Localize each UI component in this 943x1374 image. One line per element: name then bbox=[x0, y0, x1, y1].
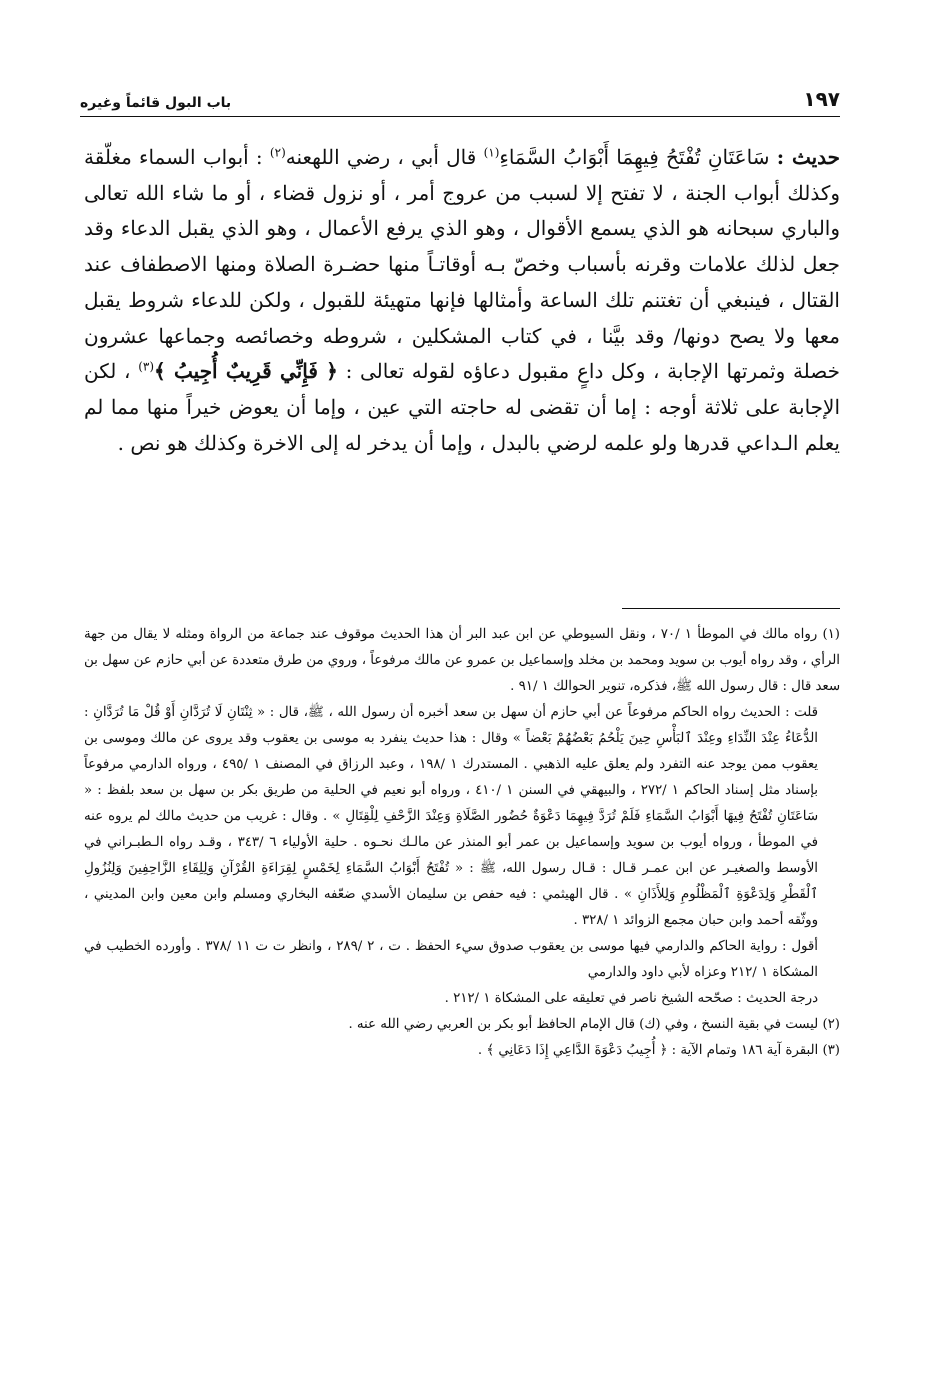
footnote-1-commentary: قلت : الحديث رواه الحاكم مرفوعاً عن أبي حازم أن سهل بن سعد أخبره أن رسول الله ، ﷺ، قال : « ثِنْتَانِ لَا تُرَدَّانِ أَوْ قُلْ مَا تُرَدَّانِ : الدُّعَاءُ عِنْدَ النِّدَاءِ وعِنْدَ ٱلبَأْسِ حِينَ يَلْحُمُ بَعْضُهُمْ بَعْضاً » وقال : هذا حديث ينفرد به موسى بن يعقوب وقد يروى عن مالك وموسى بن يعقوب ممن يوجد عنه التفرد ولم يعلق عليه الذهبي . المستدرك ١ /١٩٨ ، وعبد الرزاق في المصنف ١ /٤٩٥ ، ورواه الدارمي مرفوعاً بإسناد مثل إسناد الحاكم ١ /٢٧٢ ، والبيهقي في السنن ١ /٤١٠ ، ورواه أبو نعيم في الحلية من طريق بكر بن سهل بن سعد بلفظ : « سَاعَتَانِ تُفْتَحُ فِيهَا أَبْوَابُ السَّمَاءِ فَلَمْ تُرَدَّ فِيهِمَا دَعْوَةٌ حُضُور الصَّلَاةِ وَعِنْدَ الزَّحْفِ لِلْقِتَالِ » . وقال : غريب من حديث مالك لم يروه عنه في الموطأ ، ورواه أيوب بن سويد وإسماعيل بن عمر أبو المنذر عن مالـك نحـوه . حلية الأولياء ٦ /٣٤٣ ، وقـد رواه الـطبـراني في الأوسط والصغيـر عن ابن عمـر قـال : قـال رسول الله، ﷺ : « تُفْتَحُ أَبْوَابُ السَّمَاءِ لِخَمْسٍ لِقِرَاءَةِ القُرْآنِ وَلِلِقَاءِ الزَّاحِفِينَ وَلِنُزُولِ ٱلْقَطْرِ وَلِدَعْوَةِ ٱلْمَظْلُومِ وَلِلأَذَانِ » . قال الهيثمي : فيه حفص بن سليمان الأسدي ضعّفه البخاري ومسلم وابن معين وابن المديني ، ووثّقه أحمد وابن حبان مجمع الزوائد ١ /٣٢٨ . bbox=[84, 705, 818, 928]
running-header bbox=[80, 88, 840, 117]
text-segment-2: : أبواب السماء مغلّقة وكذلك أبواب الجنة ، لا تفتح إلا لسبب من عروج أمر ، أو نزول قضاء ، أو ما شاء الله تعالى والباري سبحانه هو الذي يسمع الأقوال ، وهو الذي يرفع الأعمال ، وهو الذي يقبل الدعاء وقد جعل لذلك علامات وقرنه بأسباب وخصّ بـه أوقاتـاً منها حضـرة الصلاة ومنها الاصطفاف عند القتال ، فينبغي أن تغتنم تلك الساعة وأمثالها فإنها متهيئة للقبول ، ولكن للدعاء شروط يقبل معها ولا يصح دونها/ وقد بيَّنا ، في كتاب المشكلين ، شروطه وخصائصه وجماعها عشرون خصلة وثمرتها الإجابة ، وكل داعٍ مقبول دعاؤه لقوله تعالى : bbox=[84, 145, 840, 384]
quran-verse: ﴿ فَإِنِّي قَرِيبٌ أُجِيبُ ﴾ bbox=[154, 359, 338, 384]
footnote-separator bbox=[622, 608, 840, 609]
footnote-3: (٣) البقرة آية ١٨٦ وتمام الآية : ﴿ أُجِيبُ دَعْوَةَ الدَّاعِي إِذَا دَعَانِي ﴾ . bbox=[477, 1043, 840, 1058]
hadith-label: حديث : bbox=[776, 145, 841, 169]
text-segment-3: ، لكن الإجابة على ثلاثة أوجه : إما أن تقضى له حاجته التي عين ، وإما أن يعوض خيراً منها مما لم يعلم الـداعي قدرها ولو علمه لرضي بالبدل ، وإما أن يدخر له إلى الاخرة وكذلك هو نص . bbox=[84, 359, 840, 455]
main-text bbox=[84, 140, 840, 461]
footnote-2: (٢) ليست في بقية النسخ ، وفي (ك) قال الإمام الحافظ أبو بكر بن العربي رضي الله عنه . bbox=[348, 1017, 840, 1032]
footnotes bbox=[84, 622, 840, 1064]
chapter-title: باب البول قائماً وغيره bbox=[80, 95, 232, 111]
footnote-1-assessment: أقول : رواية الحاكم والدارمي فيها موسى بن يعقوب صدوق سيء الحفظ . ت ، ٢ /٢٨٩ ، وانظر ت ت ١١ /٣٧٨ . وأورده الخطيب في المشكاة ١ /٢١٢ وعزاه لأبي داود والدارمي bbox=[84, 939, 818, 980]
hadith-text: سَاعَتَانِ تُفْتَحُ فِيهِمَا أَبْوَابُ السَّمَاءِ bbox=[499, 145, 770, 169]
footnote-ref-3: (٣) bbox=[138, 359, 155, 374]
footnote-1: (١) رواه مالك في الموطأ ١ /٧٠ ، ونقل السيوطي عن ابن عبد البر أن هذا الحديث موقوف عند جماعة من الرواة ومثله لا يقال من جهة الرأي ، وقد رواه أيوب بن سويد ومحمد بن مخلد وإسماعيل بن عمرو عن مالك مرفوعاً ، وروي من طرق متعددة عن أبي حازم عن سهل بن سعد قال : قال رسول الله ﷺ، فذكره، تنوير الحوالك ١ /٩١ . bbox=[84, 627, 840, 694]
text-segment-1: قال أبي ، رضي اللهعنه bbox=[285, 145, 477, 169]
footnote-ref-2: (٢) bbox=[269, 145, 286, 160]
page-number: ١٩٧ bbox=[803, 87, 840, 111]
main-paragraph bbox=[84, 140, 840, 461]
footnote-1-grade: درجة الحديث : صحّحه الشيخ ناصر في تعليقه على المشكاة ١ /٢١٢ . bbox=[444, 991, 818, 1006]
footnote-ref-1: (١) bbox=[483, 145, 500, 160]
